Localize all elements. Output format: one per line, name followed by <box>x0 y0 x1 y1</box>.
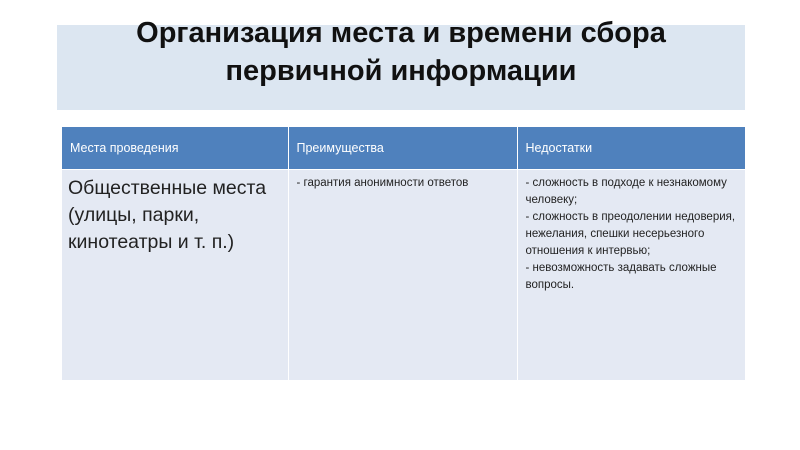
table-header-row <box>62 127 745 170</box>
slide-title: Организация места и времени сбора первичной информации <box>136 17 666 87</box>
comparison-table <box>62 127 745 381</box>
cell-advantages: - гарантия анонимности ответов <box>288 170 517 381</box>
cell-disadvantages: - сложность в подходе к незнакомому человеку; - сложность в преодолении недоверия, нежелания, спешки несерьезного отношения к интервью; - невозможность задавать сложные вопросы. <box>517 170 745 381</box>
cell-place: Общественные места (улицы, парки, кинотеатры и т. п.) <box>62 170 288 381</box>
header-places: Места проведения <box>62 127 288 170</box>
header-disadvantages: Недостатки <box>517 127 745 170</box>
header-advantages: Преимущества <box>288 127 517 170</box>
table-row <box>62 170 745 381</box>
